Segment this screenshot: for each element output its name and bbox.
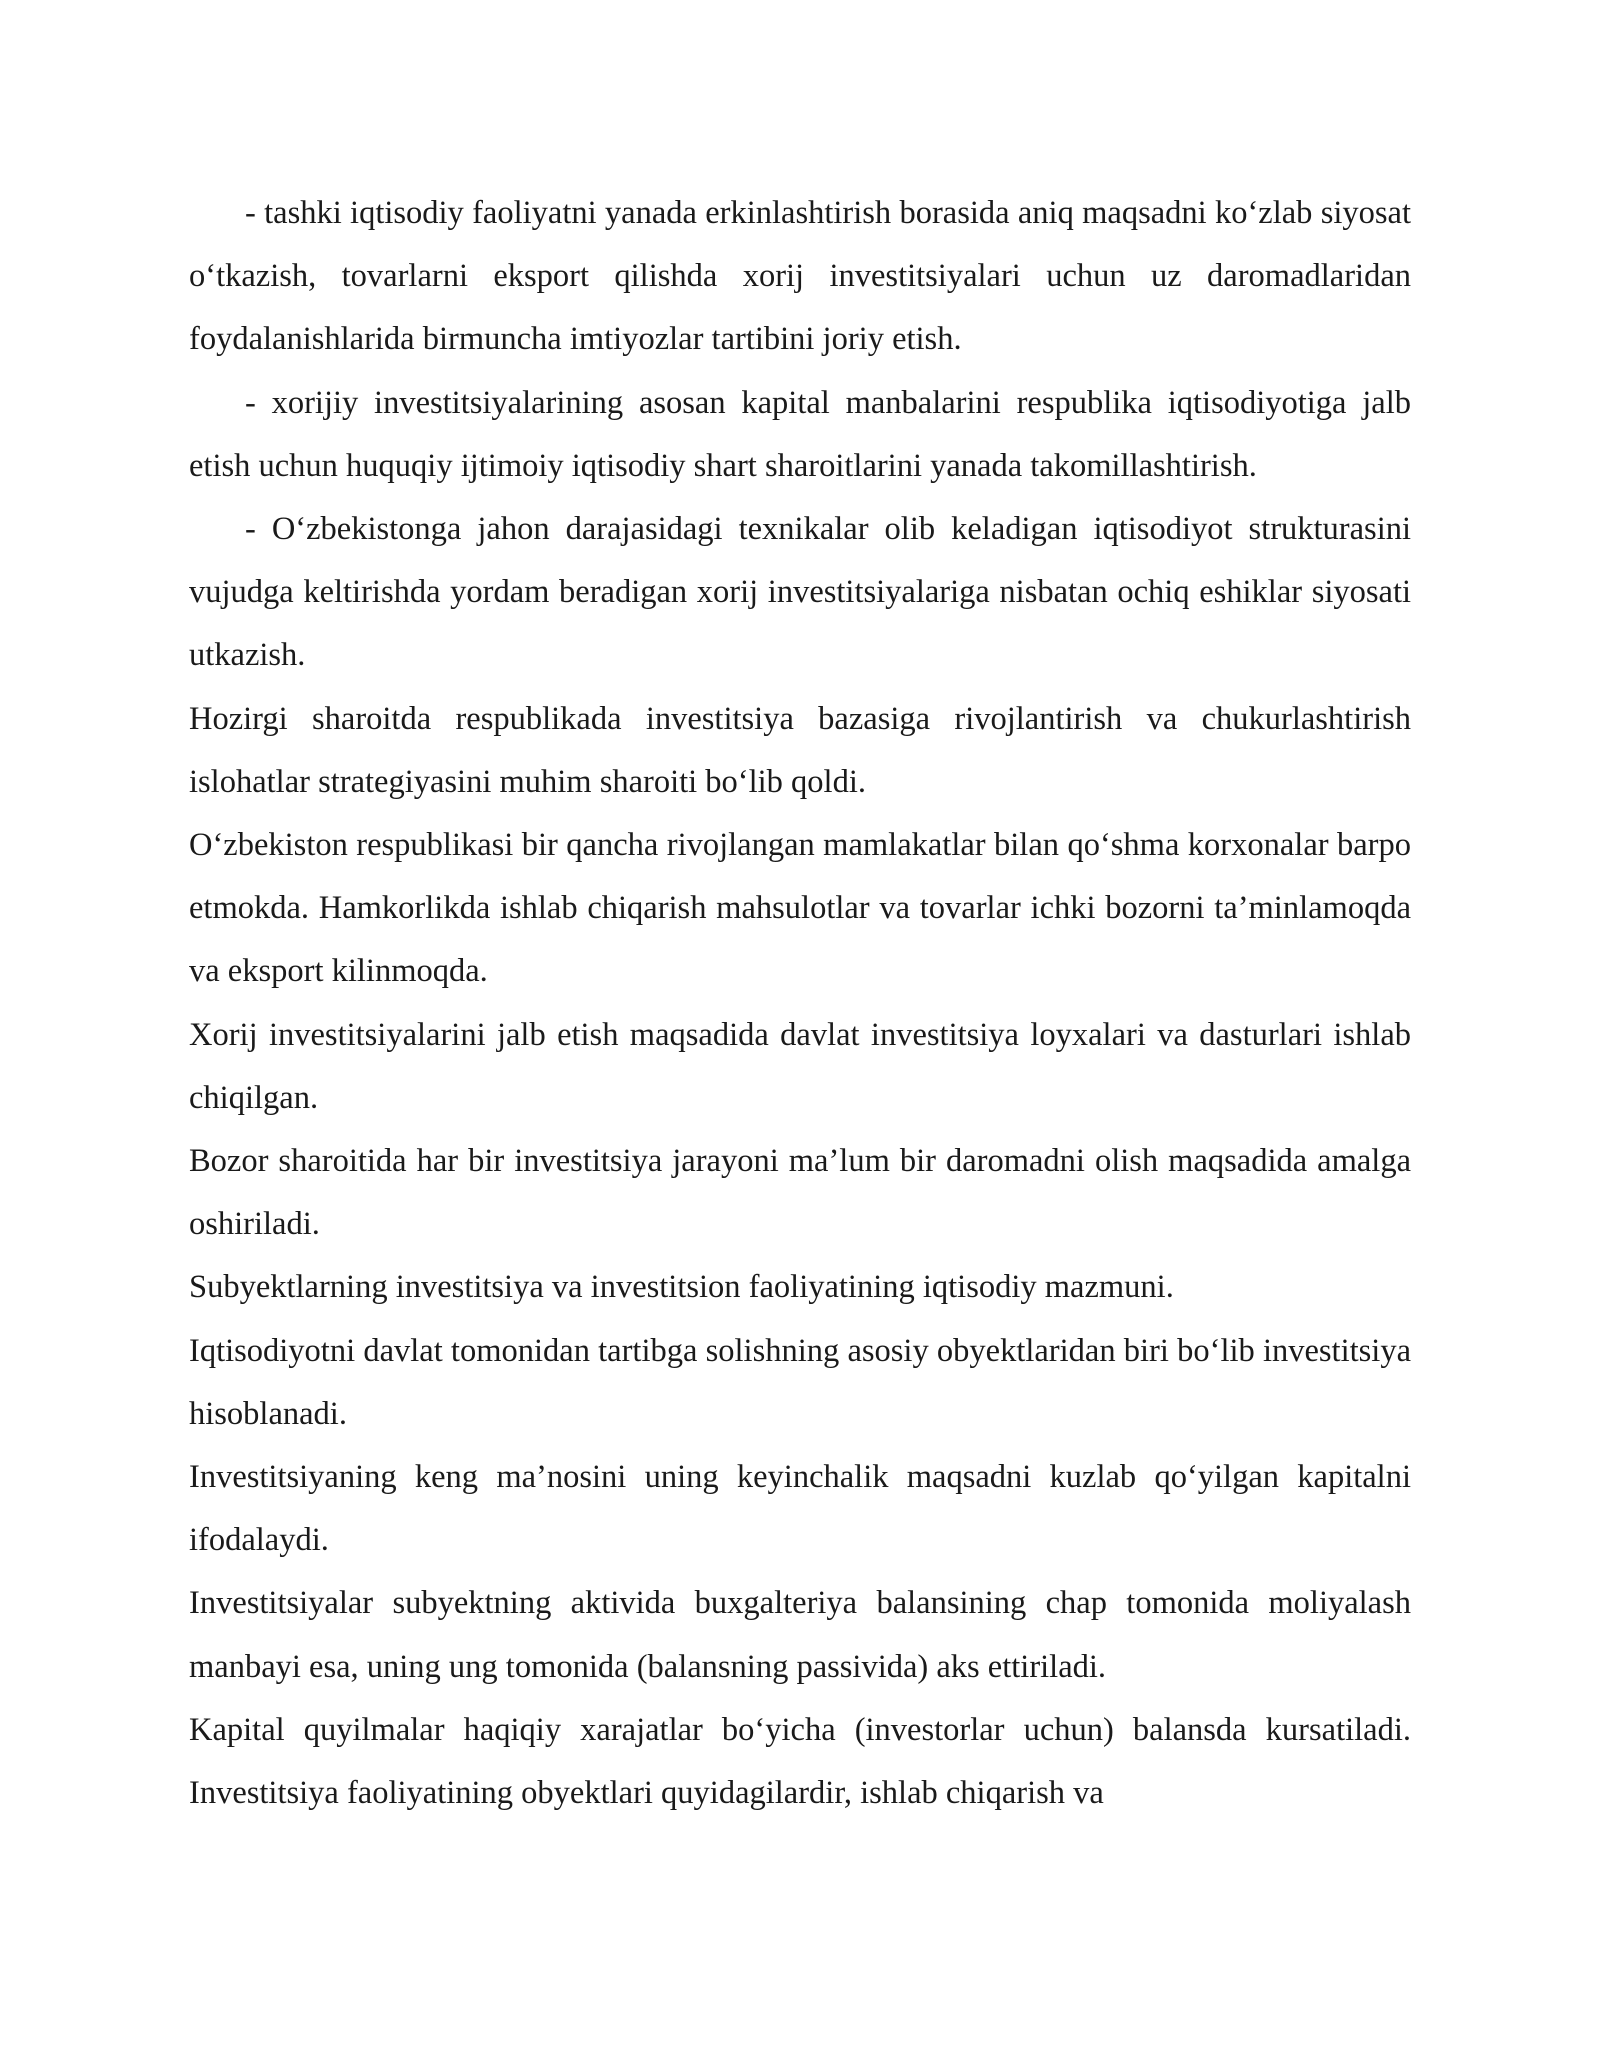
paragraph-bullet-2: - xorijiy investitsiyalarining asosan kapital manbalarini respublika iqtisodiyotiga jalb etish uchun huquqiy ijtimoiy iqtisodiy shart sharoitlarini yanada takomillashtirish. [189, 384, 1411, 484]
paragraph-8: Subyektlarning investitsiya va investitsion faoliyatining iqtisodiy mazmuni. [189, 1269, 1174, 1306]
document-body [189, 182, 1411, 1825]
paragraph-4: Hozirgi sharoitda respublikada investitsiya bazasiga rivojlantirish va chukurlashtirish islohatlar strategiyasini muhim sharoiti boʻlib qoldi. [189, 700, 1411, 800]
paragraph-5: Oʻzbekiston respublikasi bir qancha rivojlangan mamlakatlar bilan qoʻshma korxonalar barpo etmokda. Hamkorlikda ishlab chiqarish mahsulotlar va tovarlar ichki bozorni ta’minlamoqda va eksport kilinmoqda. [189, 827, 1411, 990]
paragraph-bullet-3: - Oʻzbekistonga jahon darajasidagi texnikalar olib keladigan iqtisodiyot strukturasini vujudga keltirishda yordam beradigan xorij investitsiyalariga nisbatan ochiq eshiklar siyosati utkazish. [189, 511, 1411, 674]
paragraph-7: Bozor sharoitida har bir investitsiya jarayoni ma’lum bir daromadni olish maqsadida amalga oshiriladi. [189, 1143, 1411, 1243]
paragraph-6: Xorij investitsiyalarini jalb etish maqsadida davlat investitsiya loyxalari va dasturlari ishlab chiqilgan. [189, 1016, 1411, 1116]
paragraph-9: Iqtisodiyotni davlat tomonidan tartibga solishning asosiy obyektlaridan biri boʻlib investitsiya hisoblanadi. [189, 1332, 1411, 1432]
paragraph-10: Investitsiyaning keng ma’nosini uning keyinchalik maqsadni kuzlab qoʻyilgan kapitalni ifodalaydi. [189, 1459, 1411, 1559]
paragraph-12: Kapital quyilmalar haqiqiy xarajatlar boʻyicha (investorlar uchun) balansda kursatiladi. Investitsiya faoliyatining obyektlari quyidagilardir, ishlab chiqarish va [189, 1711, 1411, 1812]
paragraph-bullet-1: - tashki iqtisodiy faoliyatni yanada erkinlashtirish borasida aniq maqsadni koʻzlab siyosat oʻtkazish, tovarlarni eksport qilishda xorij investitsiyalari uchun uz daromadlaridan foydalanishlarida birmuncha imtiyozlar tartibini joriy etish. [189, 195, 1411, 358]
paragraph-11: Investitsiyalar subyektning aktivida buxgalteriya balansining chap tomonida moliyalash manbayi esa, uning ung tomonida (balansning passivida) aks ettiriladi. [189, 1585, 1411, 1685]
